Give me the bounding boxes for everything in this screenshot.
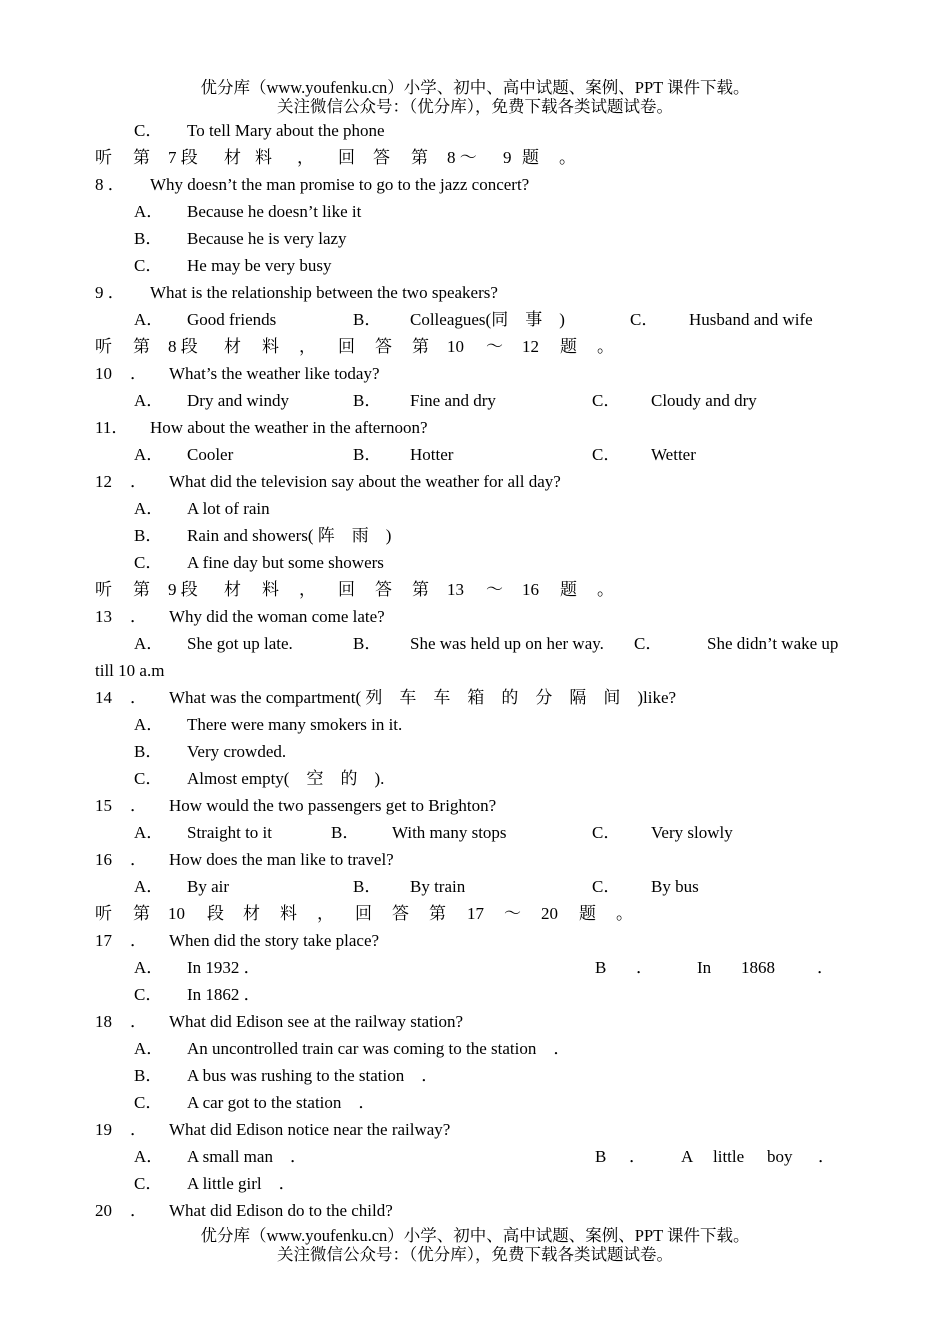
page-footer-line2: 关注微信公众号：（优分库），免费下载各类试题试卷。 [277,1245,673,1264]
option-label: A． [134,1147,164,1166]
option-text: A lot of rain [187,499,270,518]
option-label: C． [134,769,163,788]
section-char: 题 [522,148,539,167]
question-number: 11． [95,418,129,437]
section-char: 第 [133,148,150,167]
option-label: A． [134,202,164,221]
option-text: little [713,1147,745,1166]
option-label: B [595,958,607,977]
option-text: boy [767,1147,793,1166]
section-char: 答 [375,580,392,599]
option-label: A． [134,1039,164,1058]
section-char: 第 [133,580,150,599]
section-char: 17 [467,904,484,923]
question-dot: ． [130,688,147,707]
option-label: A． [134,823,164,842]
question-dot: ． [130,796,147,815]
option-label: A． [134,634,164,653]
option-label: A． [134,958,164,977]
option-label: B． [134,526,163,545]
section-char: 题 [579,904,596,923]
section-char: 听 [95,580,112,599]
question-dot: ． [130,931,147,950]
option-label: B [595,1147,607,1166]
section-char: 听 [95,337,112,356]
option-text: In 1932 ． [187,958,261,977]
section-char: 第 [133,904,150,923]
section-char: 13 [447,580,464,599]
section-char: 材 [224,580,241,599]
option-label: C． [592,391,621,410]
question-dot: ． [130,472,147,491]
option-label: B． [353,877,382,896]
question-number: 14 [95,688,112,707]
option-label: C． [134,121,163,140]
section-char: 。 [597,580,614,599]
section-char: 料 [262,337,279,356]
option-label: C． [634,634,663,653]
question-number: 9 ． [95,283,125,302]
option-label: C． [134,256,163,275]
option-label: B． [331,823,360,842]
option-text: To tell Mary about the phone [187,121,385,140]
question-dot: ． [130,1201,147,1220]
option-label: A． [134,391,164,410]
option-dot: ． [636,958,653,977]
option-label: A． [134,877,164,896]
section-char: 10 [168,904,185,923]
question-text: What did the television say about the weather for all day? [169,472,561,491]
option-label: B． [134,742,163,761]
option-text: Straight to it [187,823,272,842]
question-number: 20 [95,1201,112,1220]
option-label: B． [353,310,382,329]
section-char: 答 [375,337,392,356]
section-char: ， [317,904,334,923]
option-text: Cloudy and dry [651,391,757,410]
option-dot: ． [629,1147,646,1166]
section-char: ， [297,148,314,167]
question-text: When did the story take place? [169,931,380,950]
option-text: A car got to the station ． [187,1093,376,1112]
option-label: C． [592,445,621,464]
question-dot: ． [130,364,147,383]
option-text: Husband and wife [689,310,813,329]
section-char: 料 [262,580,279,599]
section-char: 第 [411,148,428,167]
page-footer-line1: 优分库（www.youfenku.cn）小学、初中、高中试题、案例、PPT 课件下载。 [200,1226,750,1245]
section-char: 题 [560,337,577,356]
option-text: She was held up on her way. [410,634,604,653]
option-label: A． [134,499,164,518]
section-char: 材 [224,148,241,167]
option-text: In [697,958,712,977]
section-char: 回 [355,904,372,923]
question-number: 13 [95,607,112,626]
section-char: 9 [503,148,512,167]
option-label: B． [353,634,382,653]
section-char: 第 [412,337,429,356]
question-number: 19 [95,1120,112,1139]
section-char: 题 [560,580,577,599]
option-text: Rain and showers( 阵 雨 ) [187,526,392,545]
section-char: 回 [338,148,355,167]
section-char: ， [299,337,316,356]
section-char: 第 [412,580,429,599]
question-dot: ． [130,607,147,626]
option-text: By air [187,877,230,896]
option-label: C． [592,823,621,842]
option-text: Wetter [651,445,696,464]
question-text: What was the compartment( 列 车 车 箱 的 分 隔 间 )like? [169,688,677,707]
question-dot: ． [130,1120,147,1139]
section-char: 第 [133,337,150,356]
option-text: A [681,1147,694,1166]
question-number: 16 [95,850,112,869]
option-label: C． [134,1093,163,1112]
option-text: A small man ． [187,1147,307,1166]
option-text: She didn’t wake up [707,634,839,653]
option-dot: ． [817,958,834,977]
option-label: C． [134,1174,163,1193]
option-text: Colleagues(同 事 ) [410,310,565,329]
option-label: B． [134,229,163,248]
section-char: 第 [429,904,446,923]
option-text: Fine and dry [410,391,496,410]
section-char: ， [299,580,316,599]
option-text: By train [410,877,466,896]
option-text: Hotter [410,445,454,464]
section-char: 8 ～ [447,148,477,167]
section-char: 。 [597,337,614,356]
section-char: 听 [95,148,112,167]
option-text: With many stops [392,823,507,842]
option-text: Very slowly [651,823,733,842]
section-char: 12 [522,337,539,356]
option-text: By bus [651,877,699,896]
option-label: A． [134,715,164,734]
question-text: How does the man like to travel? [169,850,394,869]
option-text: Because he doesn’t like it [187,202,362,221]
question-number: 8 ． [95,175,125,194]
option-text: A bus was rushing to the station ． [187,1066,439,1085]
page-header-line1: 优分库（www.youfenku.cn）小学、初中、高中试题、案例、PPT 课件下载。 [200,78,750,97]
question-dot: ． [130,850,147,869]
section-char: 材 [224,337,241,356]
section-char: ～ [486,337,503,356]
section-char: 料 [255,148,272,167]
option-label: B． [134,1066,163,1085]
option-text: She got up late. [187,634,293,653]
option-text: Very crowded. [187,742,287,761]
question-text: Why doesn’t the man promise to go to the jazz concert? [150,175,530,194]
question-text: What did Edison notice near the railway? [169,1120,451,1139]
section-char: 7 段 [168,148,198,167]
option-text: A fine day but some showers [187,553,384,572]
section-char: 回 [338,580,355,599]
option-label: C． [134,985,163,1004]
section-char: 答 [392,904,409,923]
section-char: 9 段 [168,580,198,599]
section-char: 料 [280,904,297,923]
question-text: What’s the weather like today? [169,364,380,383]
section-char: 20 [541,904,558,923]
section-char: 听 [95,904,112,923]
question-number: 10 [95,364,112,383]
option-text: Because he is very lazy [187,229,347,248]
option-text: He may be very busy [187,256,332,275]
option-label: A． [134,310,164,329]
question-text: What did Edison see at the railway station? [169,1012,464,1031]
option-text: Dry and windy [187,391,289,410]
option-label: C． [630,310,659,329]
section-char: ～ [504,904,521,923]
option-label: A． [134,445,164,464]
section-char: 材 [243,904,260,923]
section-char: 回 [338,337,355,356]
question-text: What is the relationship between the two speakers? [150,283,498,302]
option-label: C． [592,877,621,896]
section-char: 段 [207,904,224,923]
page-header-line2: 关注微信公众号：（优分库），免费下载各类试题试卷。 [277,97,673,116]
option-text: Almost empty( 空 的 ). [187,769,385,788]
option-dot: ． [818,1147,835,1166]
question-number: 18 [95,1012,112,1031]
question-text: How about the weather in the afternoon? [150,418,428,437]
section-char: 8 段 [168,337,198,356]
section-char: 10 [447,337,464,356]
question-number: 12 [95,472,112,491]
section-char: 。 [559,148,576,167]
option-text: An uncontrolled train car was coming to the station ． [187,1039,571,1058]
option-text: There were many smokers in it. [187,715,403,734]
section-char: 答 [373,148,390,167]
section-char: 。 [616,904,633,923]
question-dot: ． [130,1012,147,1031]
option-text: In 1862 ． [187,985,261,1004]
option-text: Cooler [187,445,234,464]
question-text: What did Edison do to the child? [169,1201,393,1220]
question-text: Why did the woman come late? [169,607,385,626]
section-char: ～ [486,580,503,599]
option-label: C． [134,553,163,572]
question-text: How would the two passengers get to Brighton? [169,796,497,815]
option-text: Good friends [187,310,277,329]
option-label: B． [353,445,382,464]
option-text-continuation: till 10 a.m [95,661,165,680]
question-number: 15 [95,796,112,815]
section-char: 16 [522,580,539,599]
option-text: 1868 [741,958,775,977]
option-label: B． [353,391,382,410]
option-text: A little girl ． [187,1174,296,1193]
question-number: 17 [95,931,112,950]
